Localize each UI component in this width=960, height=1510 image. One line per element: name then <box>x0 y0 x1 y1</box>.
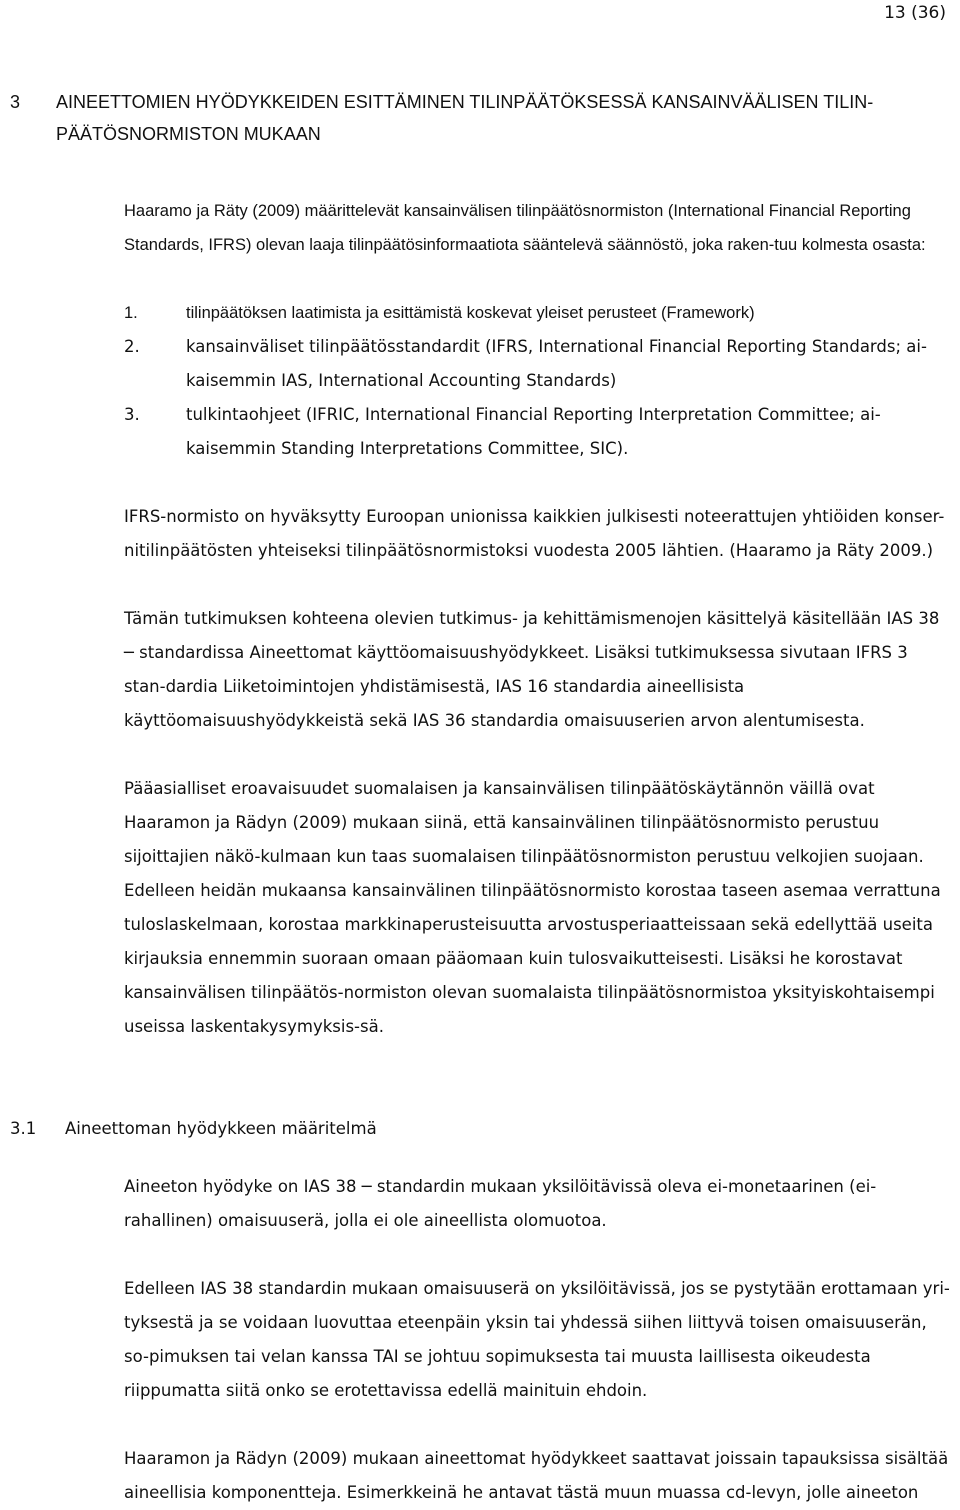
paragraph-components: Haaramon ja Rädyn (2009) mukaan aineettomat hyödykkeet saattavat joissain tapauksissa sisältää aineellisia komponentteja. Esimerkkeinä he antavat tästä muun muassa cd-levyn, jolle aineeton <box>124 1449 949 1502</box>
list-item-number: 3. <box>124 405 140 424</box>
list-item <box>124 296 954 330</box>
paragraph-identifiable: Edelleen IAS 38 standardin mukaan omaisuuserä on yksilöitävissä, jos se pystytään erottamaan yri-tyksestä ja se voidaan luovuttaa eteenpäin yksin tai yhdessä siihen liittyvä toisen omaisuuserän, so-pimuksen tai velan kanssa TAI se johtuu sopimuksesta tai muusta laillisesta oikeudesta riippumatta siitä onko se erotettavissa edellä mainituin ehdoin. <box>124 1279 950 1400</box>
list-item <box>124 330 954 398</box>
section-heading <box>10 86 950 150</box>
subsection-title: Aineettoman hyödykkeen määritelmä <box>65 1119 377 1138</box>
intro-paragraph: Haaramo ja Räty (2009) määrittelevät kansainvälisen tilinpäätösnormiston (International Financial Reporting Standards, IFRS) olevan laaja tilinpäätösinformaatiota sääntelevä säännöstö, joka raken-tuu kolmesta osasta: <box>124 202 926 254</box>
section-title: AINEETTOMIEN HYÖDYKKEIDEN ESITTÄMINEN TILINPÄÄTÖKSESSÄ KANSAINVÄÄLISEN TILIN-PÄÄTÖSNORMISTON MUKAAN <box>56 92 874 144</box>
paragraph-research-scope: Tämän tutkimuksen kohteena olevien tutkimus- ja kehittämismenojen käsittelyä käsitellään IAS 38 ─ standardissa Aineettomat käyttöomaisuushyödykkeet. Lisäksi tutkimuksessa sivutaan IFRS 3 stan-dardia Liiketoimintojen yhdistämisestä, IAS 16 standardia aineellisista käyttöomaisuushyödykkeistä sekä IAS 36 standardia omaisuuserien arvon alentumisesta. <box>124 609 940 730</box>
list-item-text: kansainväliset tilinpäätösstandardit (IFRS, International Financial Reporting Standards; ai-kaisemmin IAS, International Accounting Standards) <box>186 337 927 390</box>
paragraph-main-differences: Pääasialliset eroavaisuudet suomalaisen ja kansainvälisen tilinpäätöskäytännön väillä ovat Haaramon ja Rädyn (2009) mukaan siinä, että kansainvälinen tilinpäätösnormisto perustuu sijoittajien näkö-kulmaan kun taas suomalaisen tilinpäätösnormiston perustuu velkojien suojaan. Edelleen heidän mukaansa kansainvälinen tilinpäätösnormisto korostaa taseen asemaa verrattuna tuloslaskelmaan, korostaa markkinaperusteisuutta arvostusperiaatteissaan sekä edellyttää useita kirjauksia ennemmin suoraan omaan pääomaan kuin tulosvaikutteisesti. Lisäksi he korostavat kansainvälisen tilinpäätös-normiston olevan suomalaista tilinpäätösnormistoa yksityiskohtaisempi useissa laskentakysymyksis-sä. <box>124 779 941 1036</box>
paragraph-ifrs-adoption: IFRS-normisto on hyväksytty Euroopan unionissa kaikkien julkisesti noteerattujen yhtiöiden konser-nitilinpäätösten yhteiseksi tilinpäätösnormistoksi vuodesta 2005 lähtien. (Haaramo ja Räty 2009.) <box>124 507 945 560</box>
list-item-text: tilinpäätöksen laatimista ja esittämistä koskevat yleiset perusteet (Framework) <box>186 304 755 322</box>
section-number: 3 <box>10 92 21 112</box>
paragraph-definition: Aineeton hyödyke on IAS 38 ─ standardin mukaan yksilöitävissä oleva ei-monetaarinen (ei-rahallinen) omaisuuserä, jolla ei ole aineellista olomuotoa. <box>124 1177 877 1230</box>
list-item <box>124 398 954 466</box>
subsection-number: 3.1 <box>10 1119 37 1138</box>
page-number: 13 (36) <box>884 3 946 23</box>
list-item-text: tulkintaohjeet (IFRIC, International Financial Reporting Interpretation Committee; ai-kaisemmin Standing Interpretations Committee, SIC). <box>186 405 881 458</box>
list-item-number: 1. <box>124 304 138 322</box>
list-item-number: 2. <box>124 337 140 356</box>
